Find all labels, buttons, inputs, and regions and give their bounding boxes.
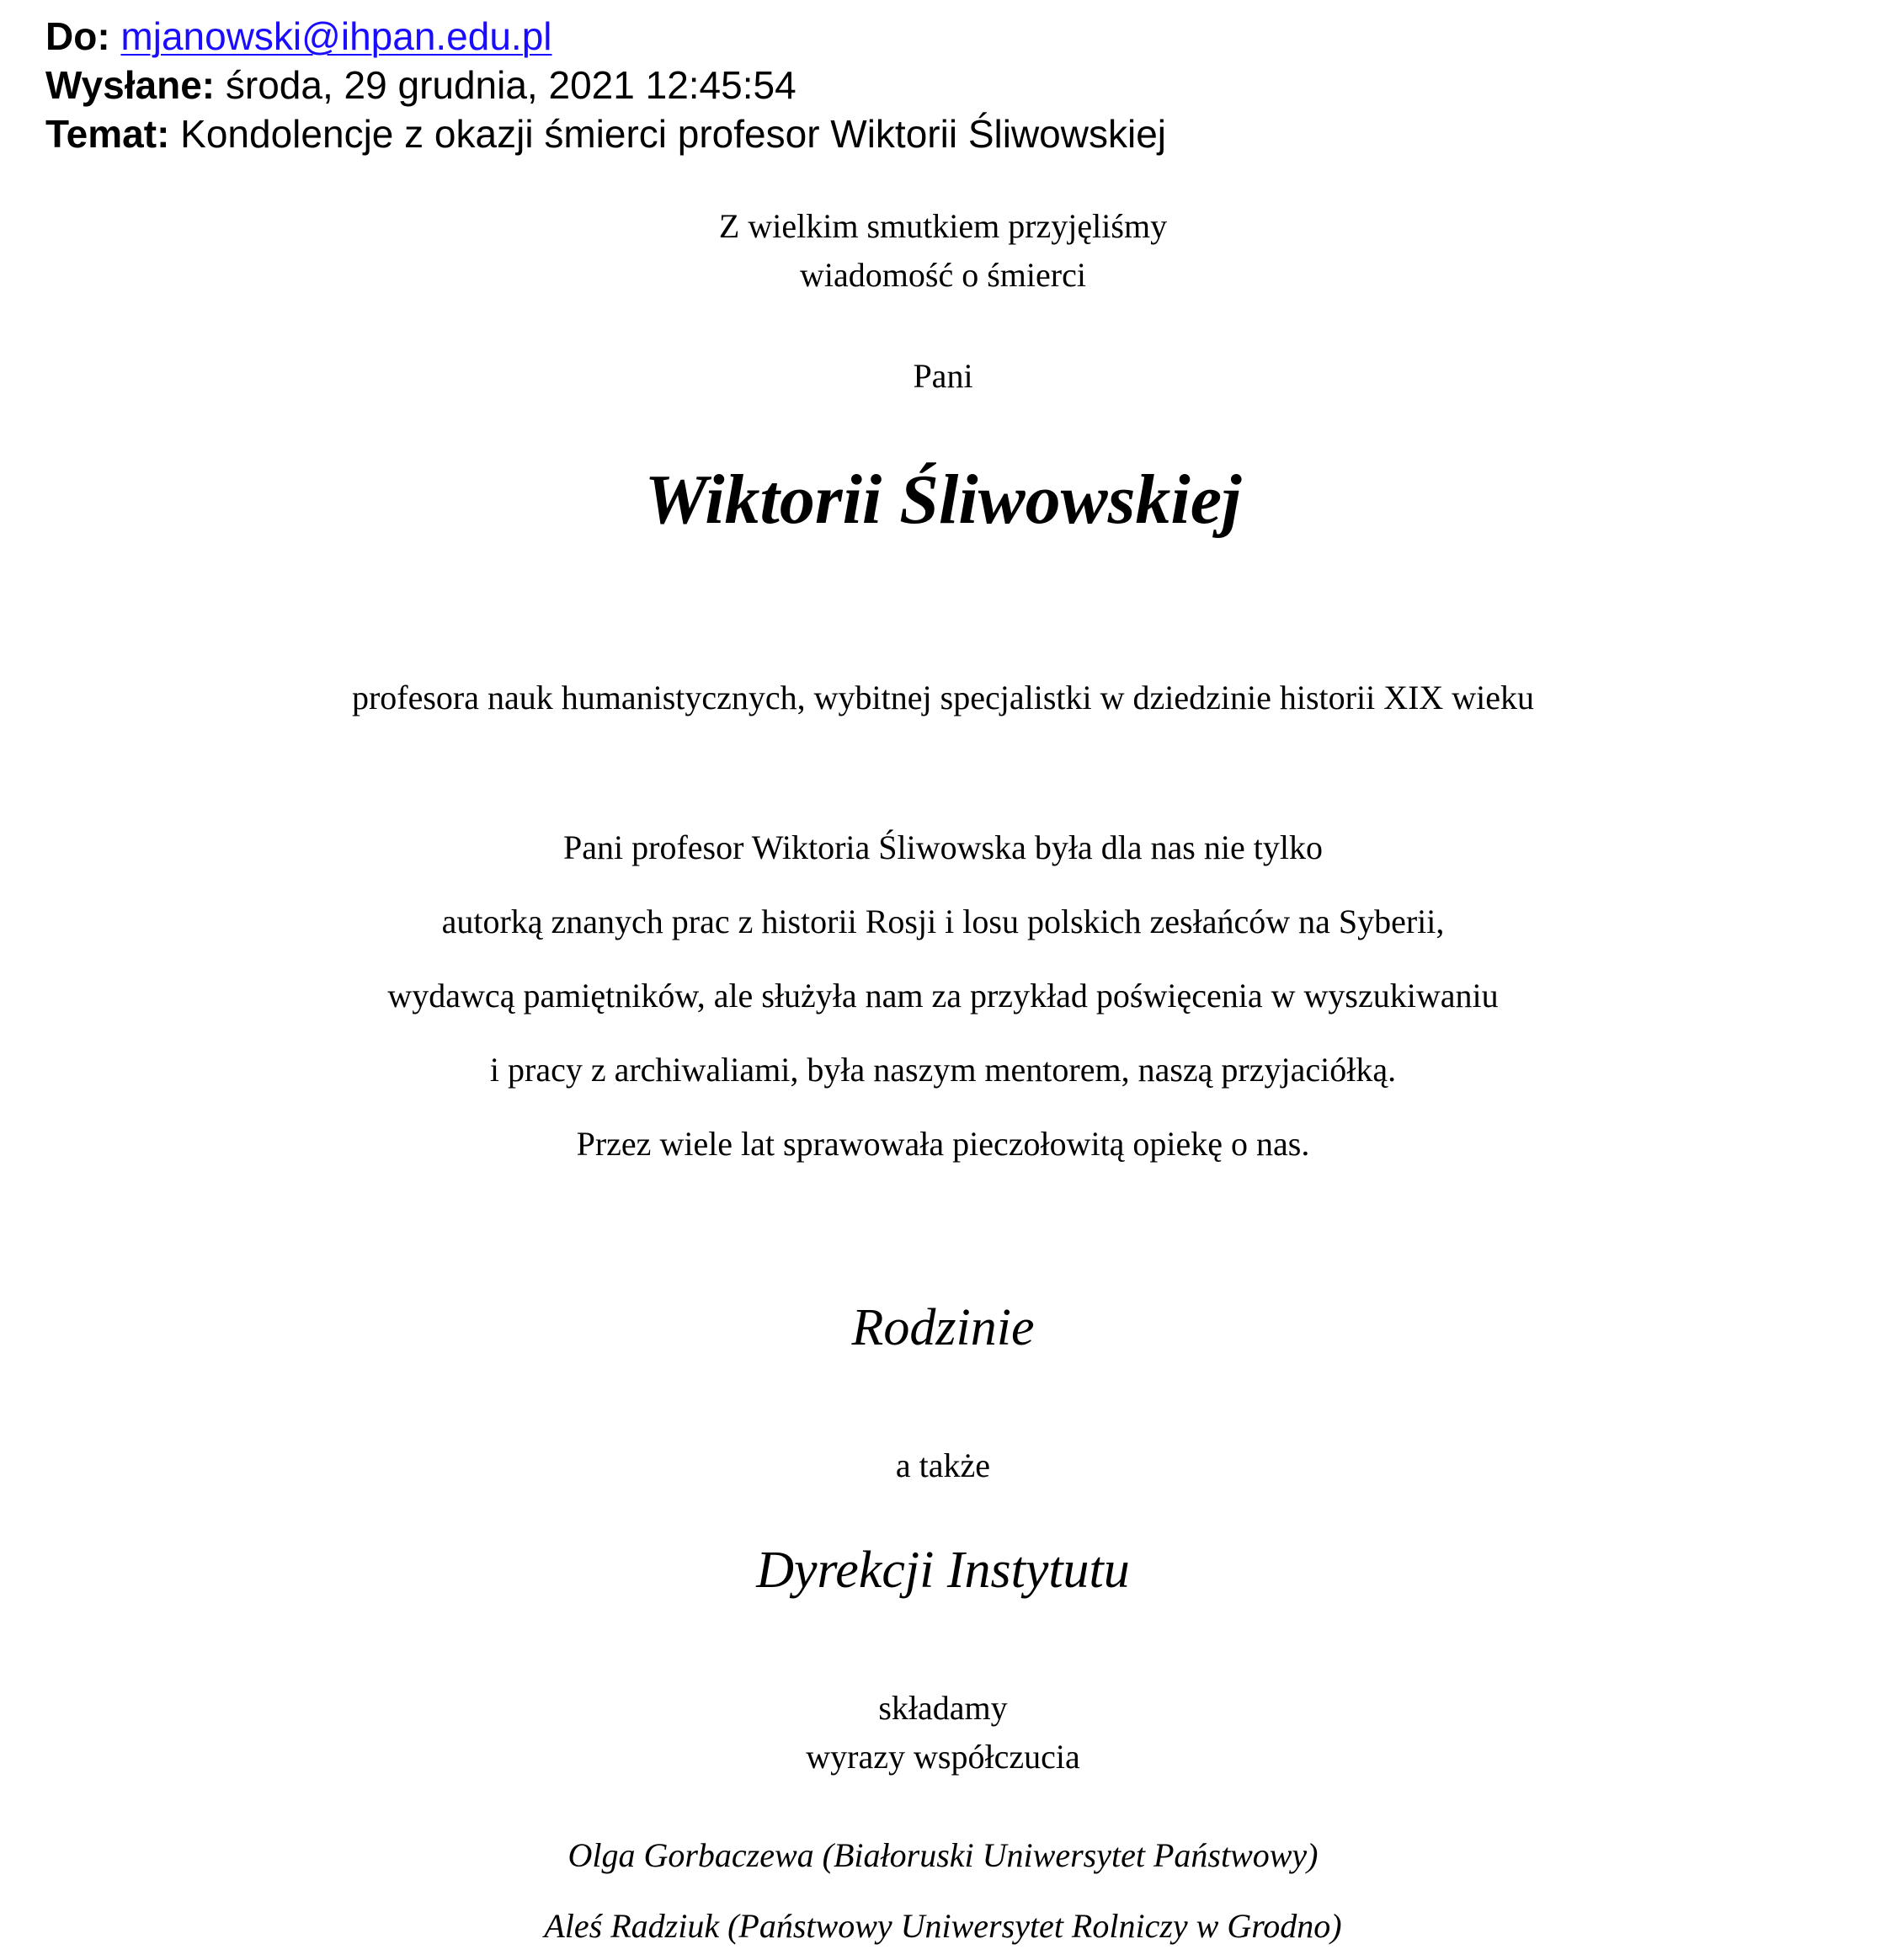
conjunction: a także bbox=[895, 1446, 991, 1484]
to-label: Do: bbox=[45, 14, 110, 58]
signature: Olga Gorbaczewa (Białoruski Uniwersytet Państwowy) bbox=[567, 1836, 1319, 1874]
closing-line-1: składamy bbox=[878, 1689, 1008, 1727]
tribute-line: autorką znanych prac z historii Rosji i losu polskich zesłańców na Syberii, bbox=[441, 903, 1445, 940]
intro-line-1: Z wielkim smutkiem przyjęliśmy bbox=[718, 207, 1168, 245]
sent-date: środa, 29 grudnia, 2021 12:45:54 bbox=[225, 63, 796, 107]
sent-row bbox=[45, 61, 1166, 109]
recipient-institute: Dyrekcji Instytutu bbox=[756, 1542, 1130, 1599]
closing-line-2: wyrazy współczucia bbox=[806, 1738, 1080, 1776]
subject-label: Temat: bbox=[45, 112, 170, 156]
recipient-email-link[interactable]: mjanowski@ihpan.edu.pl bbox=[120, 14, 552, 58]
title-line: profesora nauk humanistycznych, wybitnej specjalistki w dziedzinie historii XIX wieku bbox=[351, 679, 1535, 716]
email-header bbox=[45, 12, 1166, 158]
tribute-line: wydawcą pamiętników, ale służyła nam za przykład poświęcenia w wyszukiwaniu bbox=[387, 977, 1499, 1015]
tribute-line: Przez wiele lat sprawowała pieczołowitą opiekę o nas. bbox=[576, 1125, 1310, 1163]
tribute-line: Pani profesor Wiktoria Śliwowska była dla nas nie tylko bbox=[563, 828, 1323, 866]
sent-label: Wysłane: bbox=[45, 63, 216, 107]
to-row bbox=[45, 12, 1166, 61]
tribute-line: i pracy z archiwaliami, była naszym mentorem, naszą przyjaciółką. bbox=[489, 1051, 1397, 1089]
recipient-family: Rodzinie bbox=[851, 1299, 1035, 1356]
honorific: Pani bbox=[913, 357, 973, 395]
subject-text: Kondolencje z okazji śmierci profesor Wiktorii Śliwowskiej bbox=[180, 112, 1166, 156]
signature: Aleś Radziuk (Państwowy Uniwersytet Rolniczy w Grodno) bbox=[544, 1907, 1342, 1945]
intro-line-2: wiadomość o śmierci bbox=[800, 256, 1086, 294]
deceased-name: Wiktorii Śliwowskiej bbox=[644, 461, 1242, 539]
subject-row bbox=[45, 109, 1166, 158]
